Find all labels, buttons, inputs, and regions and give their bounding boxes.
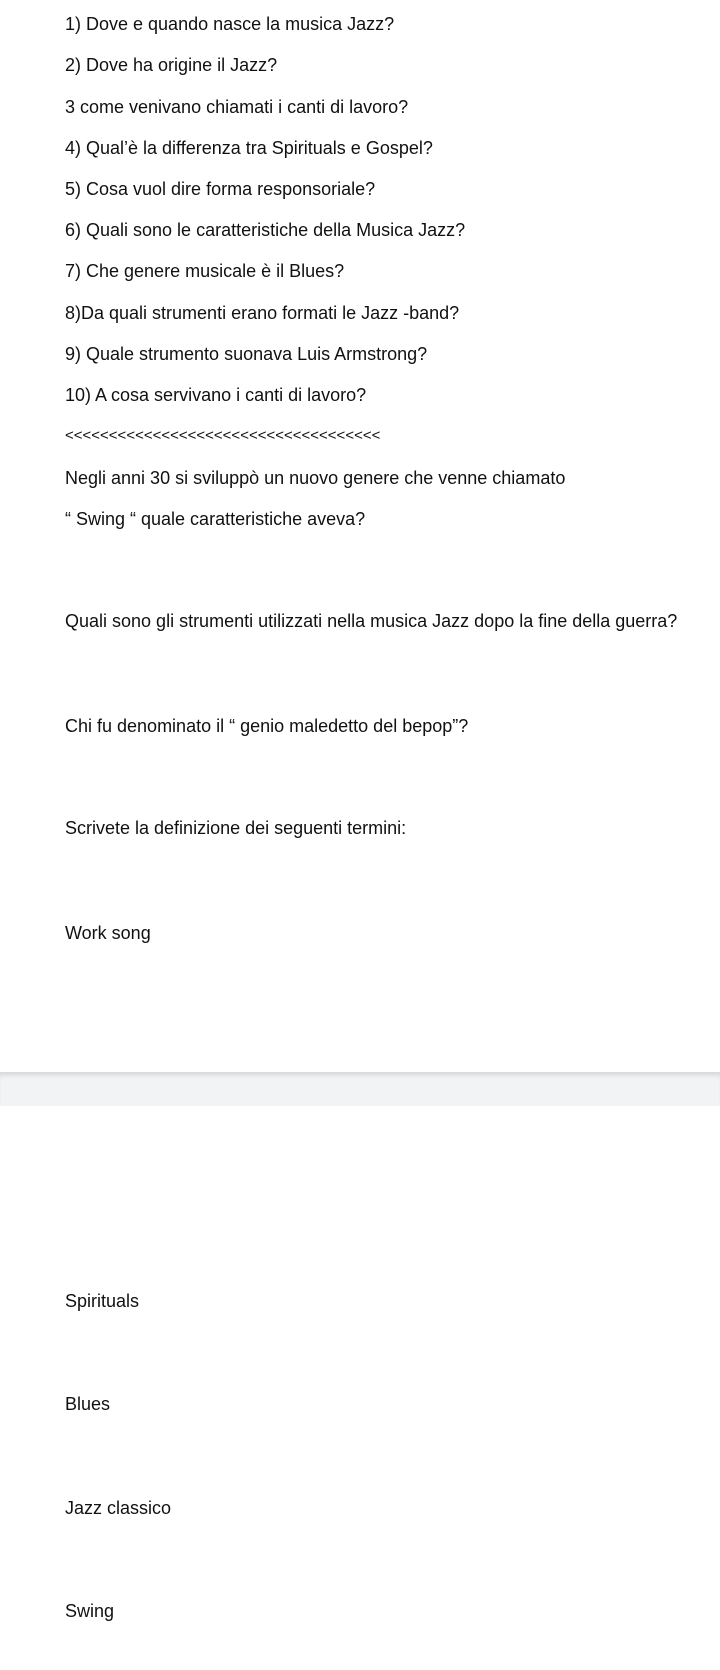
question-6: 6) Quali sono le caratteristiche della Musica Jazz? [65,220,466,240]
separator-line: <<<<<<<<<<<<<<<<<<<<<<<<<<<<<<<<<<<< [65,427,381,444]
question-2: 2) Dove ha origine il Jazz? [65,55,278,75]
term-spirituals: Spirituals [65,1291,140,1311]
page-break [0,1072,720,1106]
question-5: 5) Cosa vuol dire forma responsoriale? [65,179,376,199]
term-swing: Swing [65,1601,115,1621]
question-3: 3 come venivano chiamati i canti di lavoro? [65,97,409,117]
term-blues: Blues [65,1394,111,1414]
question-7: 7) Che genere musicale è il Blues? [65,261,345,281]
swing-question-line-2: “ Swing “ quale caratteristiche aveva? [65,509,366,529]
bebop-question: Chi fu denominato il “ genio maledetto del bepop”? [65,716,469,736]
question-4: 4) Qual’è la differenza tra Spirituals e Gospel? [65,138,433,158]
definitions-prompt: Scrivete la definizione dei seguenti termini: [65,818,407,838]
document-page-2 [0,1106,720,1670]
swing-question-line-1: Negli anni 30 si sviluppò un nuovo genere che venne chiamato [65,468,566,488]
instruments-question: Quali sono gli strumenti utilizzati nella musica Jazz dopo la fine della guerra? [65,611,678,631]
term-jazz-classico: Jazz classico [65,1498,172,1518]
question-8: 8)Da quali strumenti erano formati le Jazz -band? [65,303,460,323]
term-work-song: Work song [65,923,151,943]
question-9: 9) Quale strumento suonava Luis Armstrong? [65,344,428,364]
question-1: 1) Dove e quando nasce la musica Jazz? [65,14,395,34]
question-10: 10) A cosa servivano i canti di lavoro? [65,385,367,405]
